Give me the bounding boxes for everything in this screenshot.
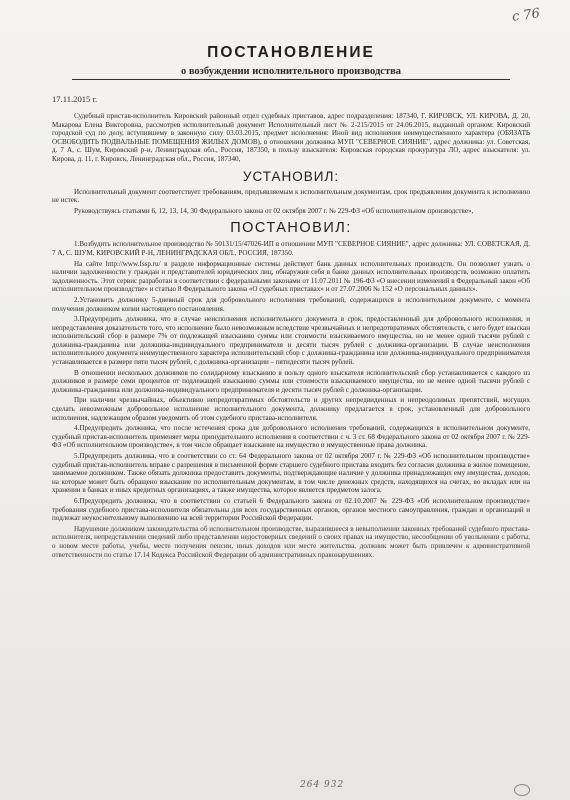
ustanovil-paragraph-1: Исполнительный документ соответствует требованиям, предъявляемым к исполнительным документам, срок предъявления документа к исполнению не истек. — [52, 187, 530, 205]
ustanovil-paragraph-2: Руководствуясь статьями 6, 12, 13, 14, 30 Федерального закона от 02 октября 2007 г. № 229-ФЗ «Об исполнительном производстве», — [74, 206, 474, 215]
heading-ustanovil: УСТАНОВИЛ: — [242, 168, 340, 184]
postanovil-item-2: 2.Установить должнику 5-дневный срок для добровольного исполнения требований, содержащихся в исполнительном документе, с момента получения должником копии настоящего постановления. — [52, 295, 530, 313]
postanovil-item-1: 1.Возбудить исполнительное производство № 50131/15/47026-ИП в отношении МУП "СЕВЕРНОЕ СИЯНИЕ", адрес должника: УЛ. СОВЕТСКАЯ, Д. 7 А, С. ШУМ, КИРОВСКИЙ Р-Н, ЛЕНИНГРАДСКАЯ ОБЛ., РОССИЯ, 187350. — [52, 240, 530, 257]
postanovil-item-6: 6.Предупредить должника, что в соответствии со статьей 6 Федерального закона от 02.10.2007 № 229-ФЗ «Об исполнительном производстве» требования судебного пристава-исполнителя обязательны для всех государственных органов, органов местного самоуправления, граждан и организаций и подлежат неукоснительному выполнению на всей территории Российской Федерации. — [52, 496, 530, 523]
postanovil-fssp-note: На сайте http://www.fssp.ru/ в разделе информационные системы действует банк данных исполнительных производств. Он позволяет узнать о наличии задолженности у граждан и представителей юридических лиц, обнаружив себя в банке данных исполнительных производств, возможно оплатить задолженность. Этот сервис разработан в соответствии с федеральными законами от 11.07.2011 № 196-ФЗ «О внесении изменений в Федеральный закон «Об исполнительном производстве» и статью 8 Федерального закона «О судебных приставах» и от 27.07.2006 № 152 «О персональных данных». — [52, 259, 530, 294]
postanovil-force-majeure-note: При наличии чрезвычайных, объективно непредотвратимых обстоятельств и других непредвиденных и непреодолимых препятствий, могущих сделать невозможным добровольное исполнение исполнительного документа, должнику предлагается в срок, установленный для добровольного исполнения, надлежащим образом уведомить об этом судебного пристава-исполнителя. — [52, 396, 530, 422]
postanovil-liability-note: Нарушение должником законодательства об исполнительном производстве, выразившееся в невыполнении законных требований судебного пристава-исполнителя, непредставлении сведений либо представлении недостоверных сведений о своих правах на имущество, несообщении об увольнении с работы, о новом месте работы, учебы, месте получения пенсии, иных доходов или месте жительства, должник может быть привлечен к административной ответственности по статье 17.14 Кодекса Российской Федерации об административных правонарушениях. — [52, 524, 530, 559]
intro-paragraph: Судебный пристав-исполнитель Кировский районный отдел судебных приставов, адрес подразделения: 187340, Г. КИРОВСК, УЛ. КИРОВА, Д. 20, Макарова Елена Викторовна, рассмотрев исполнительный документ Исполнительный лист № 2-215/2015 от 24.06.2015, выданный органом: Кировский городской суд по делу, вступившему в законную силу 03.03.2015, предмет исполнения: Иной вид исполнения неимущественного характера (ОБЯЗАТЬ ОСВОБОДИТЬ ПОДВАЛЬНЫЕ ПОМЕЩЕНИЯ ЖИЛЫХ ДОМОВ), в отношении должника МУП "СЕВЕРНОЕ СИЯНИЕ", адрес должника: ул. Советская, д. 7 А, с. Шум, Кировский р-н, Ленинградская обл., Россия, 187350, в пользу взыскателя: Кировская городская прокуратура ЛО, адрес взыскателя: ул. Кирова, д. 11, г. Кировск, Ленинградская обл., Россия, 187340, — [52, 112, 530, 163]
document-title: ПОСТАНОВЛЕНИЕ — [207, 44, 375, 61]
document-subtitle: о возбуждении исполнительного производства — [72, 66, 510, 80]
heading-postanovil: ПОСТАНОВИЛ: — [230, 220, 352, 237]
postanovil-item-5: 5.Предупредить должника, что в соответствии со ст. 64 Федерального закона от 02 октября 2007 г. № 229-ФЗ «Об исполнительном производстве» судебный пристав-исполнитель вправе с разрешения в письменной форме старшего судебного пристава входить без согласия должника в жилое помещение, занимаемое должником. Также обязать должника предоставить документы, подтверждающие наличие у должника принадлежащих ему имущества, доходов, на которые может быть обращено взыскание по исполнительным документам, в том числе денежных средств, находящихся на счетах, во вкладах или на хранении в банках и иных кредитных организациях, а также имущества, которое является предметом залога. — [52, 452, 530, 495]
postanovil-solidary-note: В отношении нескольких должников по солидарному взысканию в пользу одного взыскателя исполнительский сбор устанавливается с каждого из должников в размере семи процентов от подлежащей взысканию суммы или стоимости взыскиваемого имущества, но не менее одной тысячи рублей с должника-гражданина или должника-индивидуального предпринимателя и десяти тысяч рублей с должника-организации. — [52, 368, 530, 394]
postanovil-item-3: 3.Предупредить должника, что в случае неисполнения исполнительного документа в срок, предоставленный для добровольного исполнения, и непредставления доказательств того, что исполнение было невозможным вследствие чрезвычайных и непредотвратимых обстоятельств, с него будет взыскан исполнительский сбор в размере 7% от подлежащей взысканию суммы или стоимости взыскиваемого имущества, но не менее одной тысячи рублей с должника-гражданина или должника-индивидуального предпринимателя и десяти тысяч рублей с должника-организации. В случае неисполнения исполнительного документа неимущественного характера исполнительский сбор с должника-гражданина или должника-индивидуального предпринимателя устанавливается в размере пяти тысяч рублей, с должника-организации – пятидесяти тысяч рублей. — [52, 315, 530, 367]
stamp-mark — [514, 784, 530, 796]
handwritten-page-mark: с 76 — [511, 6, 541, 25]
handwritten-number: 264 932 — [300, 780, 345, 790]
document-date: 17.11.2015 г. — [52, 94, 98, 104]
postanovil-item-4: 4.Предупредить должника, что после истечения срока для добровольного исполнения требований, содержащихся в исполнительном документе, судебный пристав-исполнитель применяет меры принудительного исполнения в соответствии с ч. 3 ст. 68 Федерального закона от 02 октября 2007 г. № 229-ФЗ «Об исполнительном производстве», в том числе обращает взыскание на имущество и имущественные права должника. — [52, 424, 530, 450]
